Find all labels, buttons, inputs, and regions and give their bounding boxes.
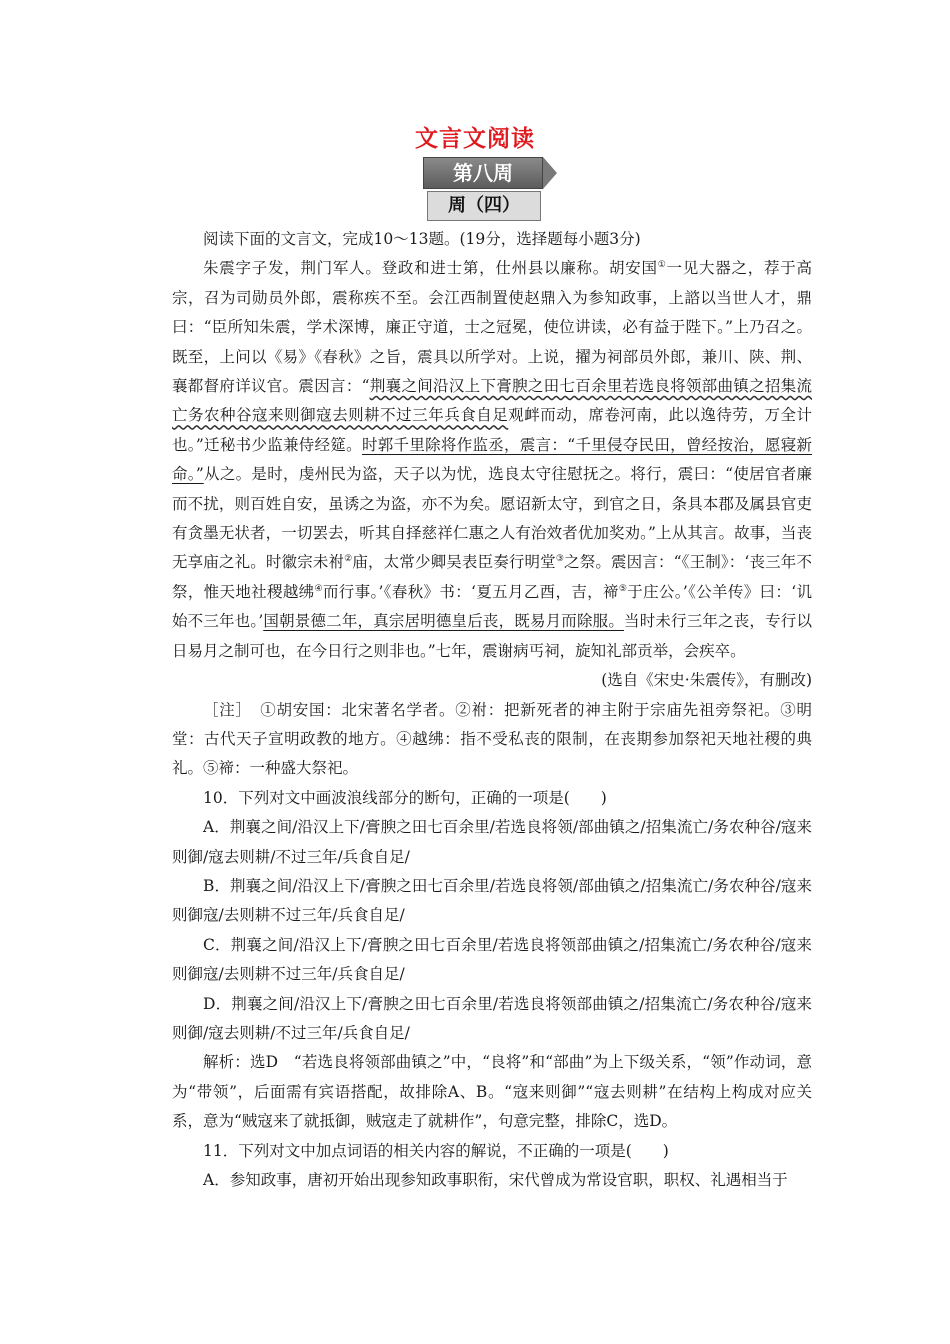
passage-text: 朱震字子发，荆门军人。登政和进士第，仕州县以廉称。胡安国: [203, 259, 658, 278]
underlined-text: 国朝景德二年，真宗居明德皇后丧，既易月而除服。: [263, 612, 625, 631]
source-citation: (选自《宋史·朱震传》，有删改): [601, 671, 812, 690]
passage-text: 从之。是时，虔州民为盗，天子以为忧，选良太守往慰抚之。将行，震曰：“使居官者廉而不扰，则百姓自安，虽诱之为盗，亦不为矣。愿诏新太守，到官之日，条具本郡及属县官吏有贪墨无状者，一切罢去，听其自择慈祥仁惠之人有治效者优加奖劝。”上从其言。故事，当丧无享庙之礼。时徽宗未祔: [172, 465, 812, 572]
passage: [172, 254, 812, 666]
instruction: 阅读下面的文言文，完成10～13题。(19分，选择题每小题3分): [203, 230, 641, 248]
footnote-mark: ④: [314, 583, 323, 594]
day-label: 周（四）: [427, 191, 541, 221]
question-10-option-c: C．荆襄之间/沿汉上下/膏腴之田七百余里/若选良将领部曲镇之/招集流亡/务农种谷/寇来则御寇/去则耕不过三年/兵食自足/: [172, 935, 812, 984]
question-10-option-a: A．荆襄之间/沿汉上下/膏腴之田七百余里/若选良将领/部曲镇之/招集流亡/务农种谷/寇来则御/寇去则耕/不过三年/兵食自足/: [172, 818, 812, 866]
passage-text: 一见大器之，荐于高宗，召为司勋员外郎，震称疾不至。会江西制置使赵鼎入为参知政事，上諮以当世人才，鼎曰：“臣所知朱震，学术深博，廉正守道，士之冠冕，使位讲读，必有益于陛下。”上乃召之。既至，上问以《易》《春秋》之旨，震具以所学对。上说，擢为祠部员外郎，兼川、陕、荆、襄都督府详议官。震因言：“: [172, 259, 812, 396]
passage-text: 于庄公。’《公羊传》曰：‘讥始不三年也。’: [172, 582, 812, 631]
question-11-option-a: A．参知政事，唐初开始出现参知政事职衔，宋代曾成为常设官职，职权、礼遇相当于: [203, 1171, 788, 1189]
badge-arrow-icon: [543, 157, 557, 189]
passage-text: 当时未行三年之丧，专行以日易月之制可也，在今日行之则非也。”七年，震谢病丐祠，旋知礼部贡举，会疾卒。: [172, 612, 812, 660]
week-badge: [423, 155, 563, 223]
passage-text: 而行事。’《春秋》书：‘夏五月乙酉，吉，禘: [322, 582, 619, 601]
document-body: [172, 225, 812, 1195]
week-label: 第八周: [423, 157, 543, 189]
wavy-underlined-text: 荆襄之间沿汉上下膏腴之田七百余里若选良将领部曲镇之招集流亡务农种谷寇来则御寇去则耕不过三年兵食自足: [172, 377, 812, 425]
question-10-stem: 10．下列对文中画波浪线部分的断句，正确的一项是( ): [203, 788, 607, 807]
footnote-mark: ①: [657, 260, 667, 271]
underlined-text: 时郭千里除将作监丞，震言：“千里侵夺民田，曾经按治，愿寝新命。”: [172, 435, 812, 484]
passage-text: 庙，太常少卿吴表臣奏行明堂: [352, 553, 556, 572]
passage-text: 之祭。震因言：“《王制》：‘丧三年不祭，惟天地社稷越绋: [172, 553, 812, 601]
annotation-notes: ［注］ ①胡安国：北宋著名学者。②祔：把新死者的神主附于宗庙先祖旁祭祀。③明堂：古代天子宣明政教的地方。④越绋：指不受私丧的限制，在丧期参加祭祀天地社稷的典礼。⑤禘：一种盛大祭祀。: [172, 700, 812, 778]
question-10-option-d: D．荆襄之间/沿汉上下/膏腴之田七百余里/若选良将领部曲镇之/招集流亡/务农种谷/寇来则御/寇去则耕/不过三年/兵食自足/: [172, 994, 812, 1042]
footnote-mark: ⑤: [618, 583, 628, 594]
page-title: 文言文阅读: [415, 126, 535, 152]
footnote-mark: ③: [555, 554, 565, 565]
question-10-option-b: B．荆襄之间/沿汉上下/膏腴之田七百余里/若选良将领/部曲镇之/招集流亡/务农种谷/寇来则御寇/去则耕不过三年/兵食自足/: [172, 876, 812, 925]
passage-text: 观衅而动，席卷河南，此以逸待劳，万全计也。”迁秘书少监兼侍经筵。: [172, 406, 812, 454]
question-10-analysis: 解析：选D “若选良将领部曲镇之”中，“良将”和“部曲”为上下级关系，“领”作动词，意为“带领”，后面需有宾语搭配，故排除A、B。“寇来则御”“寇去则耕”在结构上构成对应关系，意为“贼寇来了就抵御，贼寇走了就耕作”，句意完整，排除C，选D。: [172, 1053, 812, 1131]
question-11-stem: 11．下列对文中加点词语的相关内容的解说，不正确的一项是( ): [203, 1141, 669, 1160]
footnote-mark: ②: [344, 554, 353, 565]
